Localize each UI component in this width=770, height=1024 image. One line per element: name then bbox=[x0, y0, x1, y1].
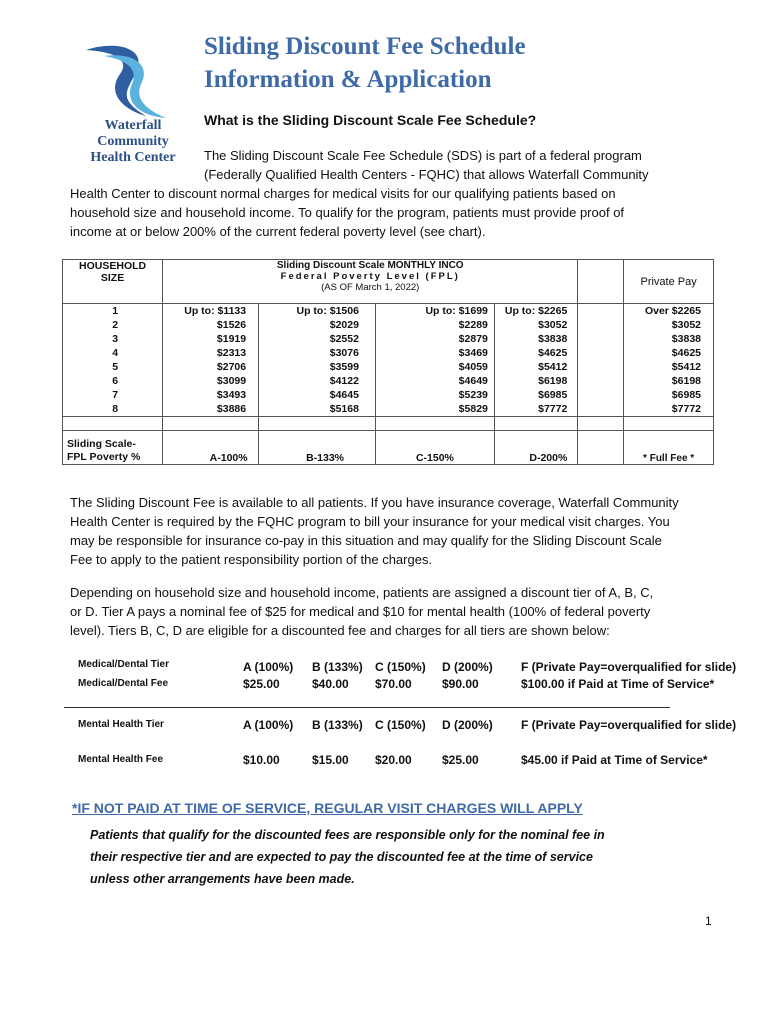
tier-c-row-3: $2879 bbox=[458, 333, 488, 345]
note-line-2: their respective tier and are expected to pay the discounted fee at the time of service bbox=[90, 850, 593, 864]
fees-divider bbox=[64, 707, 670, 708]
spacer-cell bbox=[494, 417, 577, 431]
private-row-1: Over $2265 bbox=[644, 305, 701, 317]
blank-header-cell bbox=[578, 260, 624, 304]
tier-d-row-5: $5412 bbox=[538, 361, 568, 373]
tier-b-row-8: $5168 bbox=[329, 403, 359, 415]
mental-fee-b: $15.00 bbox=[312, 753, 349, 767]
intro-line-4: household size and household income. To qualify for the program, patients must provide proof of bbox=[70, 205, 625, 220]
mental-tier-a: A (100%) bbox=[243, 718, 294, 732]
tier-b-row-2: $2029 bbox=[329, 319, 359, 331]
tier-b-row-4: $3076 bbox=[329, 347, 359, 359]
tier-a-row-8: $3886 bbox=[216, 403, 247, 415]
tier-d-row-2: $3052 bbox=[538, 319, 568, 331]
blank-body-cell bbox=[578, 304, 624, 417]
page-title bbox=[204, 30, 526, 96]
private-row-5: $5412 bbox=[671, 361, 701, 373]
tier-a-percent: A-100% bbox=[163, 431, 259, 465]
medical-fee-f: $100.00 if Paid at Time of Service* bbox=[521, 677, 715, 691]
tier-b-row-1: Up to: $1506 bbox=[296, 305, 359, 317]
size-row-1: 1 bbox=[112, 305, 119, 317]
private-row-7: $6985 bbox=[671, 389, 701, 401]
tier-a-row-2: $1526 bbox=[216, 319, 247, 331]
medical-tier-d: D (200%) bbox=[442, 660, 493, 674]
medical-tier-f: F (Private Pay=overqualified for slide) bbox=[521, 660, 737, 674]
medical-fee-b: $40.00 bbox=[312, 677, 349, 691]
tier-d-row-8: $7772 bbox=[538, 403, 568, 415]
private-row-4: $4625 bbox=[671, 347, 701, 359]
fpl-header-subtitle: Federal Poverty Level (FPL) bbox=[280, 271, 460, 282]
spacer-cell bbox=[259, 417, 376, 431]
full-fee-label: * Full Fee * bbox=[624, 431, 714, 465]
medical-tier-c: C (150%) bbox=[375, 660, 426, 674]
tier-a-row-4: $2313 bbox=[216, 347, 247, 359]
medical-fee-d: $90.00 bbox=[442, 677, 479, 691]
para2-line-1: Depending on household size and household income, patients are assigned a discount tier of A, B, C, bbox=[70, 585, 654, 600]
tier-c-row-7: $5239 bbox=[458, 389, 488, 401]
tier-c-row-1: Up to: $1699 bbox=[425, 305, 488, 317]
tier-d-row-1: Up to: $2265 bbox=[504, 305, 568, 317]
mental-fee-f: $45.00 if Paid at Time of Service* bbox=[521, 753, 708, 767]
medical-tier-label: Medical/Dental Tier bbox=[78, 659, 169, 670]
org-line-1: Waterfall bbox=[104, 118, 162, 133]
fpl-as-of: (AS OF March 1, 2022) bbox=[321, 282, 420, 293]
tier-c-row-5: $4059 bbox=[458, 361, 488, 373]
waterfall-logo-icon bbox=[76, 42, 188, 122]
fpl-income-table bbox=[62, 259, 714, 465]
medical-tier-a: A (100%) bbox=[243, 660, 294, 674]
intro-line-3: Health Center to discount normal charges for medical visits for our qualifying patients based on bbox=[70, 186, 616, 201]
payment-warning: *IF NOT PAID AT TIME OF SERVICE, REGULAR VISIT CHARGES WILL APPLY bbox=[72, 800, 583, 816]
mental-tier-c: C (150%) bbox=[375, 718, 426, 732]
fpl-header bbox=[163, 260, 578, 304]
tier-b-row-5: $3599 bbox=[329, 361, 359, 373]
spacer-cell bbox=[624, 417, 714, 431]
medical-fee-a: $25.00 bbox=[243, 677, 280, 691]
tier-c-column bbox=[375, 304, 494, 417]
tier-a-row-1: Up to: $1133 bbox=[184, 305, 247, 317]
section-heading: What is the Sliding Discount Scale Fee Schedule? bbox=[204, 112, 537, 128]
mental-fee-a: $10.00 bbox=[243, 753, 280, 767]
tier-c-percent: C-150% bbox=[375, 431, 494, 465]
mental-fee-c: $20.00 bbox=[375, 753, 412, 767]
mental-tier-f: F (Private Pay=overqualified for slide) bbox=[521, 718, 737, 732]
mental-fee-d: $25.00 bbox=[442, 753, 479, 767]
organization-name bbox=[78, 118, 188, 166]
mental-tier-d: D (200%) bbox=[442, 718, 493, 732]
tier-d-percent: D-200% bbox=[494, 431, 577, 465]
tier-b-column bbox=[259, 304, 376, 417]
tier-b-row-3: $2552 bbox=[329, 333, 359, 345]
tier-a-row-3: $1919 bbox=[216, 333, 247, 345]
size-row-7: 7 bbox=[112, 389, 119, 401]
mental-tier-label: Mental Health Tier bbox=[78, 719, 164, 730]
spacer-cell bbox=[63, 417, 163, 431]
tier-d-row-6: $6198 bbox=[538, 375, 568, 387]
para1-line-2: Health Center is required by the FQHC program to bill your insurance for your medical visit charges. You bbox=[70, 514, 670, 529]
spacer-cell bbox=[163, 417, 259, 431]
para1-line-1: The Sliding Discount Fee is available to all patients. If you have insurance coverage, Waterfall Community bbox=[70, 495, 679, 510]
medical-tier-b: B (133%) bbox=[312, 660, 363, 674]
insurance-paragraph bbox=[70, 493, 720, 569]
tier-b-percent: B-133% bbox=[259, 431, 376, 465]
tier-c-row-8: $5829 bbox=[458, 403, 488, 415]
title-line-2: Information & Application bbox=[204, 66, 492, 93]
private-pay-column bbox=[624, 304, 714, 417]
note-line-3: unless other arrangements have been made. bbox=[90, 872, 355, 886]
size-row-5: 5 bbox=[112, 361, 119, 373]
tier-c-row-6: $4649 bbox=[458, 375, 488, 387]
qualification-note bbox=[90, 824, 650, 890]
para1-line-4: Fee to apply to the patient responsibility portion of the charges. bbox=[70, 552, 433, 567]
sliding-scale-label-2: FPL Poverty % bbox=[67, 451, 141, 463]
fpl-header-title: Sliding Discount Scale MONTHLY INCO bbox=[276, 260, 464, 271]
size-row-8: 8 bbox=[112, 403, 119, 415]
private-row-6: $6198 bbox=[671, 375, 701, 387]
sliding-scale-label bbox=[63, 431, 163, 465]
sliding-scale-label-1: Sliding Scale- bbox=[67, 438, 136, 450]
tier-a-column bbox=[163, 304, 259, 417]
tier-paragraph bbox=[70, 583, 720, 640]
mental-fee-label: Mental Health Fee bbox=[78, 754, 164, 765]
para2-line-2: or D. Tier A pays a nominal fee of $25 for medical and $10 for mental health (100% of federal poverty bbox=[70, 604, 651, 619]
private-row-3: $3838 bbox=[671, 333, 701, 345]
intro-line-2: (Federally Qualified Health Centers - FQHC) that allows Waterfall Community bbox=[204, 167, 649, 182]
private-pay-header: Private Pay bbox=[624, 260, 714, 304]
para2-line-3: level). Tiers B, C, D are eligible for a discounted fee and charges for all tiers are shown below: bbox=[70, 623, 610, 638]
spacer-cell bbox=[375, 417, 494, 431]
private-row-2: $3052 bbox=[671, 319, 701, 331]
household-label-1: HOUSEHOLD bbox=[79, 260, 147, 272]
size-row-6: 6 bbox=[112, 375, 119, 387]
intro-line-1: The Sliding Discount Scale Fee Schedule (SDS) is part of a federal program bbox=[204, 148, 642, 163]
tier-a-row-5: $2706 bbox=[216, 361, 247, 373]
size-column bbox=[63, 304, 163, 417]
tier-b-row-7: $4645 bbox=[329, 389, 359, 401]
tier-d-row-4: $4625 bbox=[538, 347, 568, 359]
tier-a-row-7: $3493 bbox=[216, 389, 247, 401]
tier-d-row-3: $3838 bbox=[538, 333, 568, 345]
tier-a-row-6: $3099 bbox=[216, 375, 247, 387]
size-row-2: 2 bbox=[112, 319, 119, 331]
private-row-8: $7772 bbox=[671, 403, 701, 415]
org-line-3: Health Center bbox=[90, 150, 176, 165]
medical-fee-c: $70.00 bbox=[375, 677, 412, 691]
size-row-4: 4 bbox=[112, 347, 119, 359]
intro-line-5: income at or below 200% of the current federal poverty level (see chart). bbox=[70, 224, 486, 239]
note-line-1: Patients that qualify for the discounted fees are responsible only for the nominal fee in bbox=[90, 828, 605, 842]
tier-c-row-2: $2289 bbox=[458, 319, 488, 331]
spacer-cell bbox=[578, 417, 624, 431]
para1-line-3: may be responsible for insurance co-pay in this situation and may qualify for the Sliding Discount Scale bbox=[70, 533, 662, 548]
tier-d-column bbox=[494, 304, 577, 417]
tier-b-row-6: $4122 bbox=[329, 375, 359, 387]
household-size-header bbox=[63, 260, 163, 304]
title-line-1: Sliding Discount Fee Schedule bbox=[204, 33, 526, 60]
org-line-2: Community bbox=[97, 134, 169, 149]
page-number: 1 bbox=[705, 914, 712, 928]
tier-d-row-7: $6985 bbox=[538, 389, 568, 401]
tier-c-row-4: $3469 bbox=[458, 347, 488, 359]
household-label-2: SIZE bbox=[100, 272, 125, 284]
size-row-3: 3 bbox=[112, 333, 119, 345]
blank-footer-cell bbox=[578, 431, 624, 465]
mental-tier-b: B (133%) bbox=[312, 718, 363, 732]
medical-fee-label: Medical/Dental Fee bbox=[78, 678, 169, 689]
